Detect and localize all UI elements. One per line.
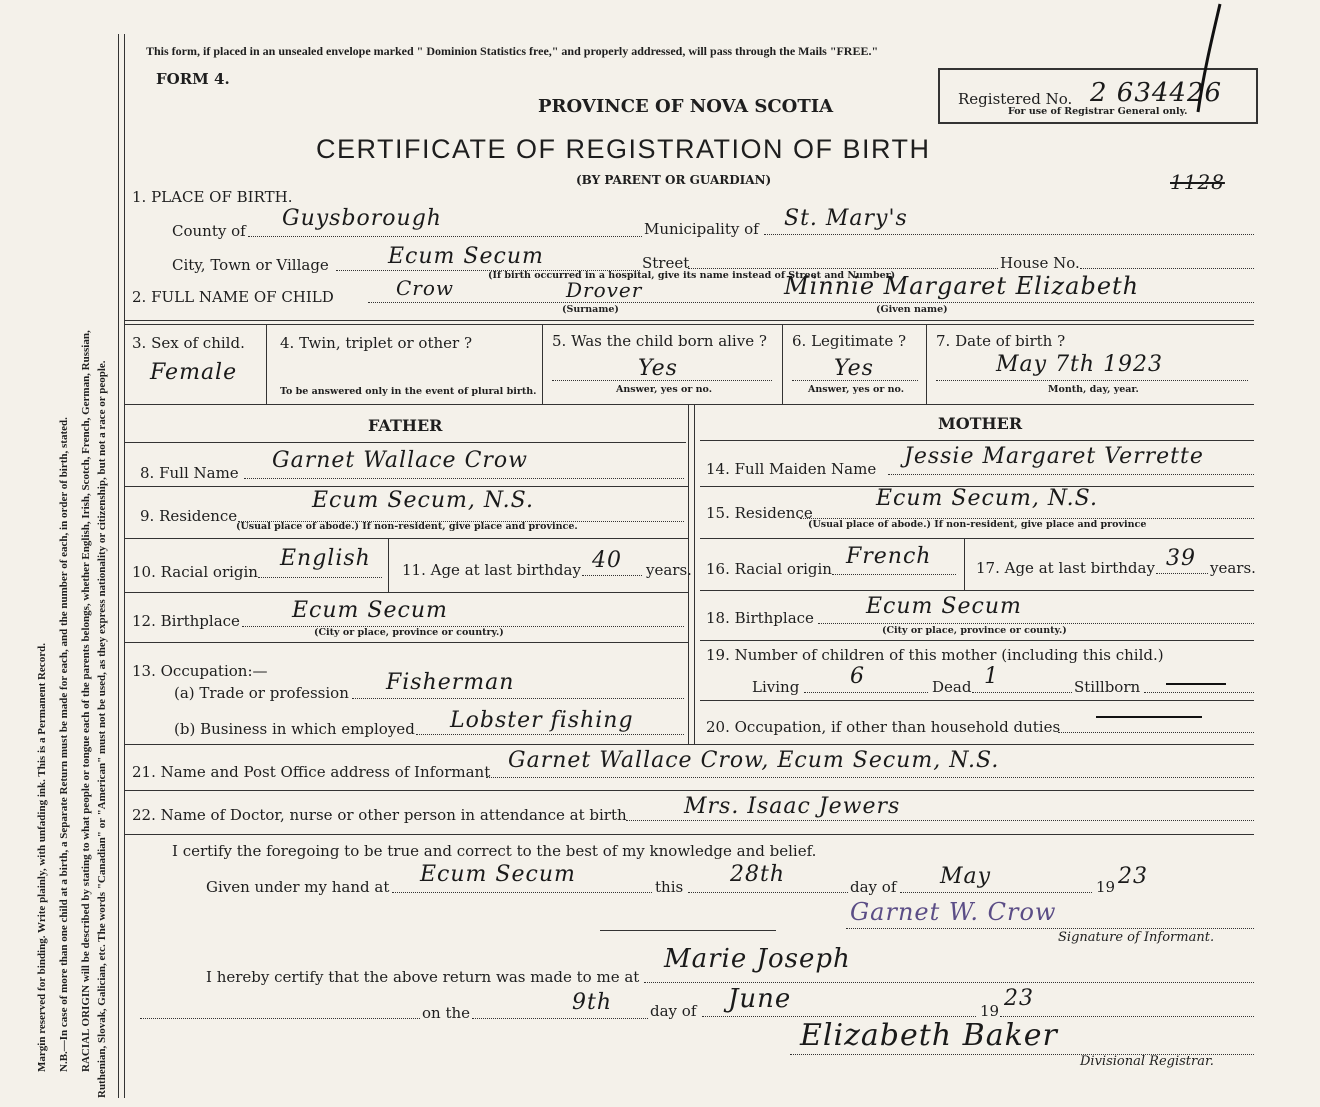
margin-note-binding: Margin reserved for binding. Write plainly, with unfading ink. This is a Permanent Record. xyxy=(36,643,48,1072)
dob-caption: Month, day, year. xyxy=(1048,384,1139,395)
attendant-bottom-line xyxy=(124,834,1254,835)
given-day-value: 28th xyxy=(730,862,786,887)
mother-residence-note: (Usual place of abode.) If non-resident, give place and province xyxy=(808,519,1147,530)
divider-alive-legit xyxy=(782,324,783,404)
mother-occupation-label: 20. Occupation, if other than household duties xyxy=(706,718,1061,736)
father-age-value: 40 xyxy=(592,548,622,573)
living-value: 6 xyxy=(850,664,865,689)
mother-age-value: 39 xyxy=(1166,546,1196,571)
mother-racial-line xyxy=(832,574,956,575)
mother-residence-label: 15. Residence xyxy=(706,504,813,522)
row-top-line-2 xyxy=(124,324,1254,325)
registrar-day-value: 9th xyxy=(572,990,613,1015)
alive-value: Yes xyxy=(638,356,678,381)
attendant-line xyxy=(626,820,1254,821)
mother-name-label: 14. Full Maiden Name xyxy=(706,460,877,478)
row-top-line xyxy=(124,320,1254,321)
pen-stroke-mark xyxy=(1190,0,1230,120)
father-age-divider xyxy=(388,538,389,592)
attendant-label: 22. Name of Doctor, nurse or other person in attendance at birth xyxy=(132,806,627,824)
registrar-caption: Divisional Registrar. xyxy=(1080,1054,1214,1069)
mother-age-label: 17. Age at last birthday xyxy=(976,559,1155,577)
sex-label: 3. Sex of child. xyxy=(132,334,245,352)
registrar-place-value: Marie Joseph xyxy=(664,944,851,974)
divider-twin-alive xyxy=(542,324,543,404)
father-age-line xyxy=(582,575,642,576)
father-age-label: 11. Age at last birthday xyxy=(402,561,581,579)
city-label: City, Town or Village xyxy=(172,256,329,274)
mother-occupation-line xyxy=(1058,732,1254,733)
legitimate-label: 6. Legitimate ? xyxy=(792,332,907,350)
twin-label: 4. Twin, triplet or other ? xyxy=(280,334,472,352)
father-trade-line xyxy=(352,698,684,699)
father-trade-label: (a) Trade or profession xyxy=(174,684,349,702)
registrar-month-value: June xyxy=(728,984,792,1014)
registrar-place-line xyxy=(644,982,1254,983)
city-value: Ecum Secum xyxy=(388,244,544,269)
on-the-label: on the xyxy=(422,1004,471,1022)
corner-number: 1128 xyxy=(1170,170,1225,194)
given-under-label: Given under my hand at xyxy=(206,878,390,896)
father-name-value: Garnet Wallace Crow xyxy=(272,448,528,473)
divider-sex-twin xyxy=(266,324,267,404)
street-label: Street xyxy=(642,254,690,272)
form-number: FORM 4. xyxy=(156,70,230,88)
registrar-lead-line xyxy=(140,1018,420,1019)
given-day-line xyxy=(688,892,848,893)
father-occupation-label: 13. Occupation:— xyxy=(132,662,268,680)
given-day-of-label: day of xyxy=(850,878,897,896)
row-bottom-line xyxy=(124,404,1254,405)
father-birthplace-note: (City or place, province or country.) xyxy=(314,627,504,638)
left-border-line-2 xyxy=(124,34,125,1098)
father-residence-label: 9. Residence xyxy=(140,507,238,525)
mother-heading-line xyxy=(700,440,1254,441)
father-racial-line xyxy=(258,577,382,578)
dead-label: Dead xyxy=(932,678,972,696)
margin-note-racial-origin-1: RACIAL ORIGIN will be described by stating to what people or tongue each of the parents belongs, whether English, Irish, Scotch, French, German, Russian, xyxy=(80,330,92,1072)
child-name-label: 2. FULL NAME OF CHILD xyxy=(132,288,334,306)
father-residence-note: (Usual place of abode.) If non-resident, give place and province. xyxy=(236,521,578,532)
father-business-value: Lobster fishing xyxy=(450,708,634,733)
child-surname-value: Crow xyxy=(396,276,455,300)
dob-value: May 7th 1923 xyxy=(996,352,1164,377)
father-row-line-1 xyxy=(124,486,688,487)
mother-years: years. xyxy=(1210,559,1256,577)
dead-line xyxy=(972,692,1072,693)
registrar-day-line xyxy=(472,1018,648,1019)
father-heading-line xyxy=(124,442,686,443)
stillborn-dash xyxy=(1166,683,1226,685)
mother-racial-label: 16. Racial origin xyxy=(706,560,832,578)
child-surname-value-2: Drover xyxy=(566,278,643,302)
registrar-statement: I hereby certify that the above return was made to me at xyxy=(206,968,640,986)
house-label: House No. xyxy=(1000,254,1080,272)
municipality-value: St. Mary's xyxy=(784,206,908,231)
given-month-value: May xyxy=(940,864,992,889)
stillborn-label: Stillborn xyxy=(1074,678,1141,696)
municipality-label: Municipality of xyxy=(644,220,759,238)
house-line xyxy=(1080,268,1254,269)
mother-row-line-2 xyxy=(700,538,1254,539)
twin-note: To be answered only in the event of plural birth. xyxy=(280,386,537,397)
living-line xyxy=(804,692,928,693)
child-given-name-value: Minnie Margaret Elizabeth xyxy=(784,272,1140,300)
mother-birthplace-note: (City or place, province or county.) xyxy=(882,625,1067,636)
margin-note-multiple-births: N.B.—In case of more than one child at a birth, a Separate Return must be made for each, and the number of each, in order of birth, stated. xyxy=(58,417,70,1072)
stillborn-line xyxy=(1144,692,1254,693)
province-heading: PROVINCE OF NOVA SCOTIA xyxy=(538,96,834,117)
sex-value: Female xyxy=(150,360,238,385)
mother-name-line xyxy=(888,474,1254,475)
father-birthplace-label: 12. Birthplace xyxy=(132,612,240,630)
registrar-year-value: 23 xyxy=(1004,986,1034,1011)
left-border-line xyxy=(118,34,119,1098)
certificate-title: CERTIFICATE OF REGISTRATION OF BIRTH xyxy=(316,134,931,164)
mother-row-line-5 xyxy=(700,700,1254,701)
father-racial-label: 10. Racial origin xyxy=(132,563,258,581)
surname-caption: (Surname) xyxy=(562,304,619,315)
registrar-year-line xyxy=(1000,1016,1254,1017)
divider-legit-dob xyxy=(926,324,927,404)
father-racial-value: English xyxy=(280,546,371,571)
county-line xyxy=(248,236,642,237)
informant-line xyxy=(486,777,1254,778)
registrar-day-of-label: day of xyxy=(650,1002,697,1020)
father-row-line-3 xyxy=(124,592,688,593)
informant-bottom-line xyxy=(124,790,1254,791)
mother-row-line-3 xyxy=(700,590,1254,591)
legit-answer-caption: Answer, yes or no. xyxy=(808,384,905,395)
registrar-use-note: For use of Registrar General only. xyxy=(1008,106,1188,117)
father-heading: FATHER xyxy=(368,416,443,435)
given-year-value: 23 xyxy=(1118,864,1148,889)
registered-label: Registered No. xyxy=(958,90,1073,108)
mother-occupation-dash xyxy=(1096,716,1202,718)
dob-label: 7. Date of birth ? xyxy=(936,332,1066,350)
alive-answer-caption: Answer, yes or no. xyxy=(616,384,713,395)
father-business-line xyxy=(416,734,684,735)
mother-row-line-4 xyxy=(700,640,1254,641)
registrar-month-line xyxy=(702,1016,976,1017)
mother-heading: MOTHER xyxy=(938,414,1023,433)
parents-column-divider-2 xyxy=(694,404,695,744)
living-label: Living xyxy=(752,678,800,696)
informant-signature: Garnet W. Crow xyxy=(850,898,1057,926)
short-rule xyxy=(600,930,776,931)
dob-line xyxy=(936,380,1248,381)
mother-birthplace-value: Ecum Secum xyxy=(866,594,1022,619)
informant-value: Garnet Wallace Crow, Ecum Secum, N.S. xyxy=(508,748,1000,773)
certificate-subtitle: (BY PARENT OR GUARDIAN) xyxy=(576,173,772,187)
mother-residence-value: Ecum Secum, N.S. xyxy=(876,486,1098,511)
father-years: years. xyxy=(646,561,692,579)
registrar-year-prefix: 19 xyxy=(980,1002,1000,1020)
municipality-line xyxy=(764,234,1254,235)
father-residence-value: Ecum Secum, N.S. xyxy=(312,488,534,513)
certify-statement: I certify the foregoing to be true and correct to the best of my knowledge and belief. xyxy=(172,842,817,860)
mother-name-value: Jessie Margaret Verrette xyxy=(904,444,1204,469)
mother-age-divider xyxy=(964,538,965,590)
child-name-line xyxy=(368,302,1254,303)
given-name-caption: (Given name) xyxy=(876,304,948,315)
registered-number-value: 2 634426 xyxy=(1090,78,1223,108)
hospital-note: (If birth occurred in a hospital, give its name instead of Street and Number) xyxy=(488,270,896,281)
attendant-value: Mrs. Isaac Jewers xyxy=(684,794,901,819)
parents-bottom-line xyxy=(124,744,1254,745)
county-value: Guysborough xyxy=(282,206,442,231)
place-of-birth-heading: 1. PLACE OF BIRTH. xyxy=(132,188,293,206)
mother-birthplace-label: 18. Birthplace xyxy=(706,609,814,627)
given-place-line xyxy=(392,892,652,893)
dead-value: 1 xyxy=(984,664,999,689)
registrar-signature: Elizabeth Baker xyxy=(800,1018,1058,1053)
given-year-prefix: 19 xyxy=(1096,878,1116,896)
mother-age-line xyxy=(1156,573,1208,574)
father-name-label: 8. Full Name xyxy=(140,464,239,482)
mail-notice: This form, if placed in an unsealed envelope marked " Dominion Statistics free," and properly addressed, will pass through the Mails "FREE." xyxy=(146,44,879,58)
father-birthplace-value: Ecum Secum xyxy=(292,598,448,623)
father-trade-value: Fisherman xyxy=(386,670,515,695)
mother-racial-value: French xyxy=(846,544,932,569)
father-row-line-2 xyxy=(124,538,688,539)
informant-label: 21. Name and Post Office address of Informant xyxy=(132,763,491,781)
informant-signature-line xyxy=(846,928,1254,929)
mother-children-label: 19. Number of children of this mother (including this child.) xyxy=(706,646,1164,664)
street-line xyxy=(688,268,998,269)
given-place-value: Ecum Secum xyxy=(420,862,576,887)
legitimate-value: Yes xyxy=(834,356,874,381)
alive-label: 5. Was the child born alive ? xyxy=(552,332,767,350)
father-row-line-4 xyxy=(124,642,688,643)
mother-birthplace-line xyxy=(818,623,1254,624)
father-business-label: (b) Business in which employed xyxy=(174,720,415,738)
margin-note-racial-origin-2: Ruthenian, Slovak, Galician, etc. The words "Canadian" or "American" must not be used, as they express nationality or citizenship, but not a race or people. xyxy=(96,360,108,1098)
given-month-line xyxy=(900,892,1092,893)
county-label: County of xyxy=(172,222,246,240)
this-label: this xyxy=(655,878,684,896)
father-name-line xyxy=(244,478,684,479)
informant-signature-caption: Signature of Informant. xyxy=(1058,930,1215,945)
